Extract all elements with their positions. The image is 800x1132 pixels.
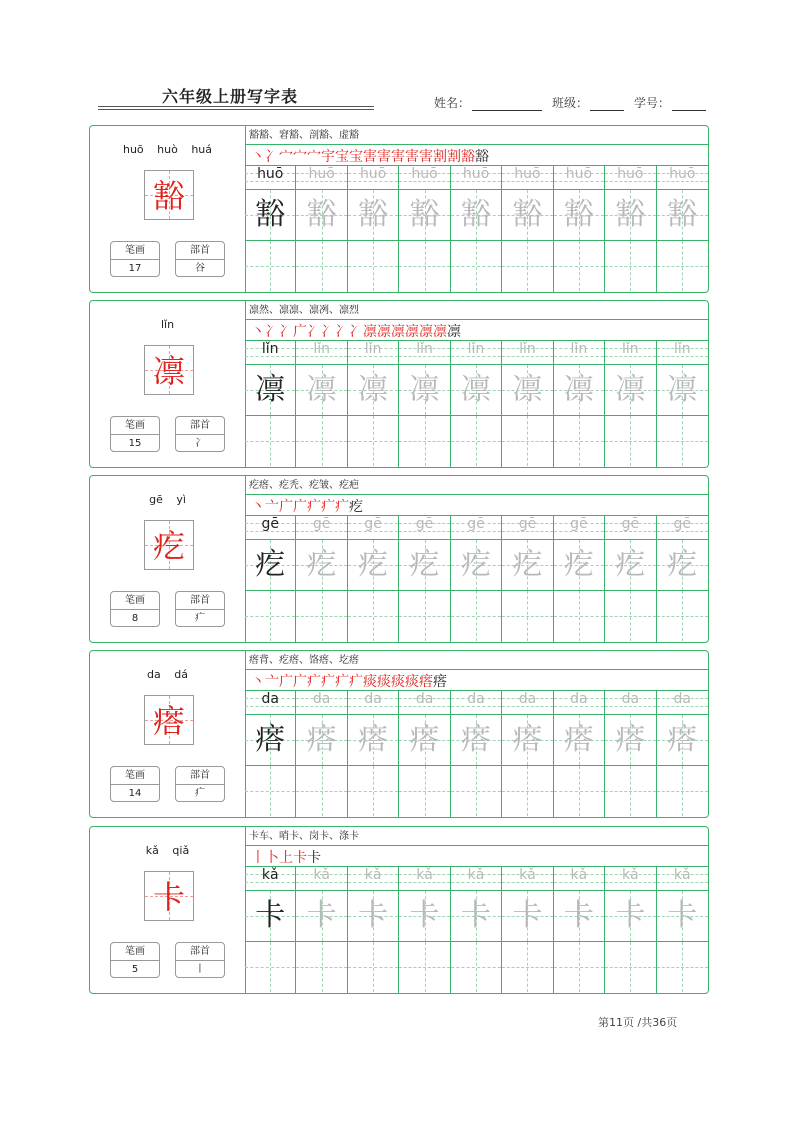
practice-panel bbox=[245, 651, 708, 817]
name-label: 姓名： bbox=[434, 96, 471, 110]
stroke-step: 丶 bbox=[251, 324, 265, 340]
name-field[interactable] bbox=[434, 94, 542, 111]
stroke-step: 害 bbox=[363, 149, 377, 165]
practice-character: 瘩 bbox=[563, 722, 594, 757]
stroke-sequence bbox=[251, 671, 447, 691]
stroke-order-row bbox=[245, 319, 708, 341]
practice-character: 凛 bbox=[255, 372, 286, 407]
stroke-step: 凛 bbox=[433, 324, 447, 340]
practice-cell[interactable] bbox=[657, 690, 708, 817]
practice-pinyin: kǎ bbox=[519, 867, 536, 883]
practice-panel bbox=[245, 827, 708, 993]
practice-character: 凛 bbox=[358, 372, 389, 407]
practice-pinyin: gē bbox=[415, 516, 434, 532]
practice-character: 疙 bbox=[409, 547, 440, 582]
stroke-step: 凛 bbox=[419, 324, 433, 340]
stroke-step: 痰 bbox=[363, 674, 377, 690]
practice-character: 豁 bbox=[512, 197, 543, 232]
stroke-step: 害 bbox=[405, 149, 419, 165]
practice-character: 瘩 bbox=[460, 722, 491, 757]
stroke-step: 冫 bbox=[279, 324, 293, 340]
practice-pinyin: kǎ bbox=[416, 867, 433, 883]
practice-cell[interactable] bbox=[502, 515, 553, 642]
stroke-step: 丶 bbox=[251, 499, 265, 515]
stroke-step: 痰 bbox=[377, 674, 391, 690]
practice-pinyin: kǎ bbox=[313, 867, 330, 883]
practice-character: 瘩 bbox=[512, 722, 543, 757]
practice-pinyin: da bbox=[364, 691, 382, 707]
radical-value: 谷 bbox=[195, 263, 205, 274]
practice-character: 卡 bbox=[460, 898, 491, 933]
practice-character: 疙 bbox=[306, 547, 337, 582]
stroke-step: 疒 bbox=[321, 674, 335, 690]
stroke-step: 凛 bbox=[391, 324, 405, 340]
radical-box bbox=[175, 416, 225, 452]
practice-character: 豁 bbox=[667, 197, 698, 232]
practice-character: 豁 bbox=[563, 197, 594, 232]
practice-cell[interactable] bbox=[657, 340, 708, 467]
stroke-step: 卡 bbox=[293, 850, 307, 866]
practice-pinyin: lǐn bbox=[570, 341, 588, 357]
practice-cell[interactable] bbox=[348, 515, 399, 642]
practice-grid bbox=[245, 690, 708, 817]
practice-cell[interactable] bbox=[605, 165, 656, 292]
practice-grid bbox=[245, 165, 708, 292]
stroke-step: 凛 bbox=[405, 324, 419, 340]
practice-cell[interactable] bbox=[554, 515, 605, 642]
practice-grid bbox=[245, 866, 708, 993]
practice-character: 疙 bbox=[255, 547, 286, 582]
practice-cell[interactable] bbox=[245, 690, 296, 817]
character-large: 豁 bbox=[152, 177, 185, 215]
practice-pinyin: kǎ bbox=[364, 867, 382, 883]
character-card bbox=[89, 650, 709, 818]
practice-character: 卡 bbox=[512, 898, 543, 933]
character-info-panel bbox=[90, 827, 246, 993]
stroke-step: 冫 bbox=[307, 324, 321, 340]
stroke-step: 疒 bbox=[349, 674, 363, 690]
practice-character: 卡 bbox=[563, 898, 594, 933]
practice-cell[interactable] bbox=[605, 690, 656, 817]
student-id-blank[interactable] bbox=[672, 98, 706, 111]
stroke-count-value: 8 bbox=[131, 613, 139, 624]
character-large: 卡 bbox=[152, 878, 185, 916]
stroke-sequence bbox=[251, 146, 489, 166]
stroke-step: 亠 bbox=[265, 674, 279, 690]
practice-cell[interactable] bbox=[399, 866, 450, 993]
practice-character: 疙 bbox=[615, 547, 646, 582]
practice-cell[interactable] bbox=[451, 866, 502, 993]
stroke-count-box bbox=[110, 591, 160, 627]
practice-cell[interactable] bbox=[296, 690, 347, 817]
practice-grid bbox=[245, 340, 708, 467]
practice-character: 豁 bbox=[409, 197, 440, 232]
practice-cell[interactable] bbox=[451, 690, 502, 817]
practice-pinyin: lǐn bbox=[416, 341, 433, 357]
class-label: 班级： bbox=[552, 96, 589, 110]
radical-label: 部首 bbox=[176, 767, 224, 785]
practice-cell[interactable] bbox=[502, 340, 553, 467]
practice-pinyin: gē bbox=[570, 516, 588, 532]
stroke-count-value: 15 bbox=[128, 438, 142, 449]
character-card bbox=[89, 475, 709, 643]
stroke-count-value: 14 bbox=[128, 788, 142, 799]
practice-cell[interactable] bbox=[348, 690, 399, 817]
stroke-count-value: 5 bbox=[131, 964, 139, 975]
practice-character: 卡 bbox=[358, 898, 389, 933]
example-words: 卡车、哨卡、岗卡、涤卡 bbox=[249, 831, 359, 842]
practice-pinyin: huō bbox=[617, 166, 644, 182]
practice-cell[interactable] bbox=[451, 165, 502, 292]
stroke-order-row bbox=[245, 845, 708, 867]
practice-pinyin: kǎ bbox=[673, 867, 691, 883]
character-display-box bbox=[144, 170, 194, 220]
practice-cell[interactable] bbox=[554, 866, 605, 993]
stroke-step: 宀 bbox=[293, 149, 307, 165]
stroke-count-box bbox=[110, 416, 160, 452]
practice-character: 豁 bbox=[255, 197, 286, 232]
practice-pinyin: gē bbox=[673, 516, 692, 532]
practice-cell[interactable] bbox=[399, 515, 450, 642]
practice-cell[interactable] bbox=[451, 515, 502, 642]
practice-character: 凛 bbox=[409, 372, 440, 407]
practice-character: 瘩 bbox=[667, 722, 698, 757]
character-display-box bbox=[144, 520, 194, 570]
stroke-step: 丶 bbox=[251, 674, 265, 690]
character-info-panel bbox=[90, 476, 246, 642]
character-pinyin: da dá bbox=[147, 668, 188, 681]
stroke-step: 害 bbox=[419, 149, 433, 165]
practice-panel bbox=[245, 126, 708, 292]
practice-pinyin: huō bbox=[257, 166, 284, 182]
radical-value: 疒 bbox=[195, 788, 205, 799]
stroke-count-box bbox=[110, 942, 160, 978]
stroke-order-row bbox=[245, 494, 708, 516]
practice-cell[interactable] bbox=[605, 515, 656, 642]
practice-cell[interactable] bbox=[296, 340, 347, 467]
character-display-box bbox=[144, 871, 194, 921]
practice-character: 疙 bbox=[358, 547, 389, 582]
page-number: 第11页 /共36页 bbox=[598, 1016, 678, 1029]
stroke-sequence bbox=[251, 847, 321, 867]
practice-cell[interactable] bbox=[245, 515, 296, 642]
practice-pinyin: da bbox=[415, 691, 434, 707]
practice-pinyin: da bbox=[673, 691, 691, 707]
practice-cell[interactable] bbox=[657, 866, 708, 993]
practice-pinyin: lǐn bbox=[467, 341, 485, 357]
practice-character: 疙 bbox=[512, 547, 543, 582]
stroke-step: 丨 bbox=[251, 850, 265, 866]
practice-pinyin: huō bbox=[411, 166, 438, 182]
stroke-step: 上 bbox=[279, 850, 293, 866]
stroke-order-row bbox=[245, 669, 708, 691]
stroke-step: 宝 bbox=[349, 149, 363, 165]
practice-pinyin: da bbox=[518, 691, 537, 707]
radical-value: 疒 bbox=[195, 613, 205, 624]
stroke-step: 痰 bbox=[405, 674, 419, 690]
practice-character: 凛 bbox=[563, 372, 594, 407]
practice-pinyin: lǐn bbox=[673, 341, 691, 357]
practice-cell[interactable] bbox=[502, 690, 553, 817]
stroke-step: 冫 bbox=[349, 324, 363, 340]
radical-label: 部首 bbox=[176, 417, 224, 435]
practice-character: 豁 bbox=[460, 197, 491, 232]
practice-cell[interactable] bbox=[399, 165, 450, 292]
practice-cell[interactable] bbox=[502, 165, 553, 292]
stroke-sequence bbox=[251, 321, 461, 341]
stroke-step: 广 bbox=[293, 499, 307, 515]
radical-box bbox=[175, 241, 225, 277]
practice-pinyin: lǐn bbox=[261, 341, 279, 357]
stroke-step: 冫 bbox=[321, 324, 335, 340]
practice-character: 卡 bbox=[306, 898, 337, 933]
character-info-panel bbox=[90, 301, 246, 467]
practice-cell[interactable] bbox=[245, 340, 296, 467]
character-card bbox=[89, 300, 709, 468]
practice-pinyin: lǐn bbox=[364, 341, 382, 357]
practice-cell[interactable] bbox=[296, 515, 347, 642]
practice-pinyin: gē bbox=[467, 516, 485, 532]
practice-cell[interactable] bbox=[296, 165, 347, 292]
practice-pinyin: da bbox=[467, 691, 485, 707]
character-pinyin: lǐn bbox=[160, 318, 175, 331]
practice-character: 凛 bbox=[460, 372, 491, 407]
practice-cell[interactable] bbox=[296, 866, 347, 993]
practice-panel bbox=[245, 476, 708, 642]
stroke-step: 广 bbox=[293, 674, 307, 690]
character-display-box bbox=[144, 345, 194, 395]
practice-cell[interactable] bbox=[657, 165, 708, 292]
stroke-step: 疒 bbox=[335, 674, 349, 690]
student-info-fields bbox=[434, 94, 716, 111]
practice-cell[interactable] bbox=[502, 866, 553, 993]
stroke-step: 广 bbox=[279, 674, 293, 690]
practice-grid bbox=[245, 515, 708, 642]
practice-cell[interactable] bbox=[605, 866, 656, 993]
stroke-step: 广 bbox=[279, 499, 293, 515]
practice-pinyin: huō bbox=[462, 166, 490, 182]
class-field[interactable] bbox=[552, 94, 624, 111]
stroke-step: 疙 bbox=[349, 499, 363, 515]
practice-pinyin: gē bbox=[621, 516, 640, 532]
stroke-step: 害 bbox=[377, 149, 391, 165]
stroke-count-label: 笔画 bbox=[111, 943, 159, 961]
practice-pinyin: huō bbox=[308, 166, 335, 182]
stroke-step: 疒 bbox=[307, 499, 321, 515]
stroke-count-label: 笔画 bbox=[111, 242, 159, 260]
practice-cell[interactable] bbox=[245, 866, 296, 993]
stroke-step: 宀 bbox=[307, 149, 321, 165]
name-blank[interactable] bbox=[472, 98, 542, 111]
practice-cell[interactable] bbox=[554, 690, 605, 817]
practice-panel bbox=[245, 301, 708, 467]
stroke-step: 凛 bbox=[377, 324, 391, 340]
radical-box bbox=[175, 942, 225, 978]
stroke-step: 瘩 bbox=[419, 674, 433, 690]
practice-pinyin: huō bbox=[514, 166, 541, 182]
radical-box bbox=[175, 591, 225, 627]
practice-pinyin: kǎ bbox=[621, 867, 639, 883]
radical-label: 部首 bbox=[176, 943, 224, 961]
practice-character: 卡 bbox=[615, 898, 646, 933]
stroke-count-label: 笔画 bbox=[111, 417, 159, 435]
stroke-step: 凛 bbox=[447, 324, 461, 340]
practice-pinyin: lǐn bbox=[519, 341, 536, 357]
character-pinyin: huō huò huá bbox=[122, 143, 213, 156]
practice-cell[interactable] bbox=[554, 340, 605, 467]
character-large: 疙 bbox=[152, 527, 185, 565]
practice-pinyin: gē bbox=[518, 516, 537, 532]
stroke-step: 卡 bbox=[307, 850, 321, 866]
example-words: 瘩背、疙瘩、饹瘩、圪瘩 bbox=[249, 655, 359, 666]
practice-character: 凛 bbox=[306, 372, 337, 407]
practice-character: 疙 bbox=[563, 547, 594, 582]
practice-pinyin: lǐn bbox=[622, 341, 639, 357]
class-blank[interactable] bbox=[590, 98, 624, 111]
practice-character: 疙 bbox=[667, 547, 698, 582]
practice-character: 凛 bbox=[615, 372, 646, 407]
stroke-step: 豁 bbox=[475, 149, 489, 165]
stroke-step: 割 bbox=[433, 149, 447, 165]
stroke-step: 冫 bbox=[265, 149, 279, 165]
practice-character: 豁 bbox=[306, 197, 337, 232]
character-card bbox=[89, 826, 709, 994]
stroke-step: 痰 bbox=[391, 674, 405, 690]
radical-label: 部首 bbox=[176, 592, 224, 610]
practice-pinyin: kǎ bbox=[570, 867, 588, 883]
practice-cell[interactable] bbox=[451, 340, 502, 467]
radical-box bbox=[175, 766, 225, 802]
example-words: 豁豁、窘豁、剖豁、虚豁 bbox=[249, 130, 359, 141]
stroke-step: 冫 bbox=[335, 324, 349, 340]
practice-cell[interactable] bbox=[399, 690, 450, 817]
practice-cell[interactable] bbox=[554, 165, 605, 292]
character-card bbox=[89, 125, 709, 293]
stroke-step: 亠 bbox=[265, 499, 279, 515]
practice-pinyin: huō bbox=[565, 166, 593, 182]
example-words: 凛然、凛凛、凛冽、凛烈 bbox=[249, 305, 359, 316]
practice-cell[interactable] bbox=[348, 165, 399, 292]
practice-pinyin: gē bbox=[312, 516, 331, 532]
practice-character: 瘩 bbox=[255, 722, 286, 757]
practice-character: 凛 bbox=[512, 372, 543, 407]
radical-value: 丨 bbox=[195, 964, 205, 975]
stroke-step: 广 bbox=[293, 324, 307, 340]
stroke-step: 凛 bbox=[363, 324, 377, 340]
worksheet-title: 六年级上册写字表 bbox=[162, 87, 299, 106]
practice-pinyin: gē bbox=[261, 516, 279, 532]
student-id-label: 学号： bbox=[634, 96, 671, 110]
radical-label: 部首 bbox=[176, 242, 224, 260]
student-id-field[interactable] bbox=[634, 94, 706, 111]
practice-cell[interactable] bbox=[657, 515, 708, 642]
practice-pinyin: da bbox=[261, 691, 279, 707]
stroke-step: 疒 bbox=[335, 499, 349, 515]
character-large: 瘩 bbox=[152, 702, 185, 740]
practice-pinyin: da bbox=[570, 691, 588, 707]
stroke-step: 宀 bbox=[279, 149, 293, 165]
practice-cell[interactable] bbox=[348, 340, 399, 467]
stroke-step: 卜 bbox=[265, 850, 279, 866]
practice-cell[interactable] bbox=[399, 340, 450, 467]
stroke-step: 疒 bbox=[321, 499, 335, 515]
stroke-step: 冫 bbox=[265, 324, 279, 340]
stroke-step: 宝 bbox=[335, 149, 349, 165]
stroke-sequence bbox=[251, 496, 363, 516]
stroke-count-label: 笔画 bbox=[111, 592, 159, 610]
character-display-box bbox=[144, 695, 194, 745]
practice-pinyin: kǎ bbox=[261, 867, 279, 883]
stroke-count-value: 17 bbox=[128, 263, 142, 274]
practice-cell[interactable] bbox=[348, 866, 399, 993]
stroke-step: 宇 bbox=[321, 149, 335, 165]
practice-pinyin: gē bbox=[364, 516, 382, 532]
practice-pinyin: da bbox=[312, 691, 331, 707]
stroke-step: 瘩 bbox=[433, 674, 447, 690]
stroke-step: 害 bbox=[391, 149, 405, 165]
character-large: 凛 bbox=[152, 352, 185, 390]
practice-cell[interactable] bbox=[605, 340, 656, 467]
practice-character: 卡 bbox=[667, 898, 698, 933]
stroke-count-box bbox=[110, 766, 160, 802]
practice-character: 疙 bbox=[460, 547, 491, 582]
stroke-step: 割 bbox=[447, 149, 461, 165]
practice-character: 卡 bbox=[409, 898, 440, 933]
stroke-count-box bbox=[110, 241, 160, 277]
practice-pinyin: huō bbox=[359, 166, 387, 182]
stroke-step: 疒 bbox=[307, 674, 321, 690]
practice-cell[interactable] bbox=[245, 165, 296, 292]
title-underline-2 bbox=[98, 109, 374, 110]
practice-character: 瘩 bbox=[409, 722, 440, 757]
stroke-step: 豁 bbox=[461, 149, 475, 165]
stroke-step: 丶 bbox=[251, 149, 265, 165]
practice-character: 豁 bbox=[358, 197, 389, 232]
practice-character: 凛 bbox=[667, 372, 698, 407]
practice-character: 瘩 bbox=[306, 722, 337, 757]
character-pinyin: gē yì bbox=[149, 493, 186, 506]
character-info-panel bbox=[90, 126, 246, 292]
stroke-order-row bbox=[245, 144, 708, 166]
title-underline bbox=[98, 106, 374, 107]
character-pinyin: kǎ qiǎ bbox=[145, 844, 190, 857]
practice-pinyin: da bbox=[621, 691, 640, 707]
practice-character: 瘩 bbox=[358, 722, 389, 757]
radical-value: 冫 bbox=[195, 438, 205, 449]
practice-character: 卡 bbox=[255, 898, 286, 933]
practice-pinyin: huō bbox=[669, 166, 696, 182]
stroke-count-label: 笔画 bbox=[111, 767, 159, 785]
example-words: 疙瘩、疙秃、疙皱、疙疤 bbox=[249, 480, 359, 491]
character-info-panel bbox=[90, 651, 246, 817]
practice-pinyin: lǐn bbox=[313, 341, 330, 357]
practice-pinyin: kǎ bbox=[467, 867, 485, 883]
practice-character: 豁 bbox=[615, 197, 646, 232]
practice-character: 瘩 bbox=[615, 722, 646, 757]
